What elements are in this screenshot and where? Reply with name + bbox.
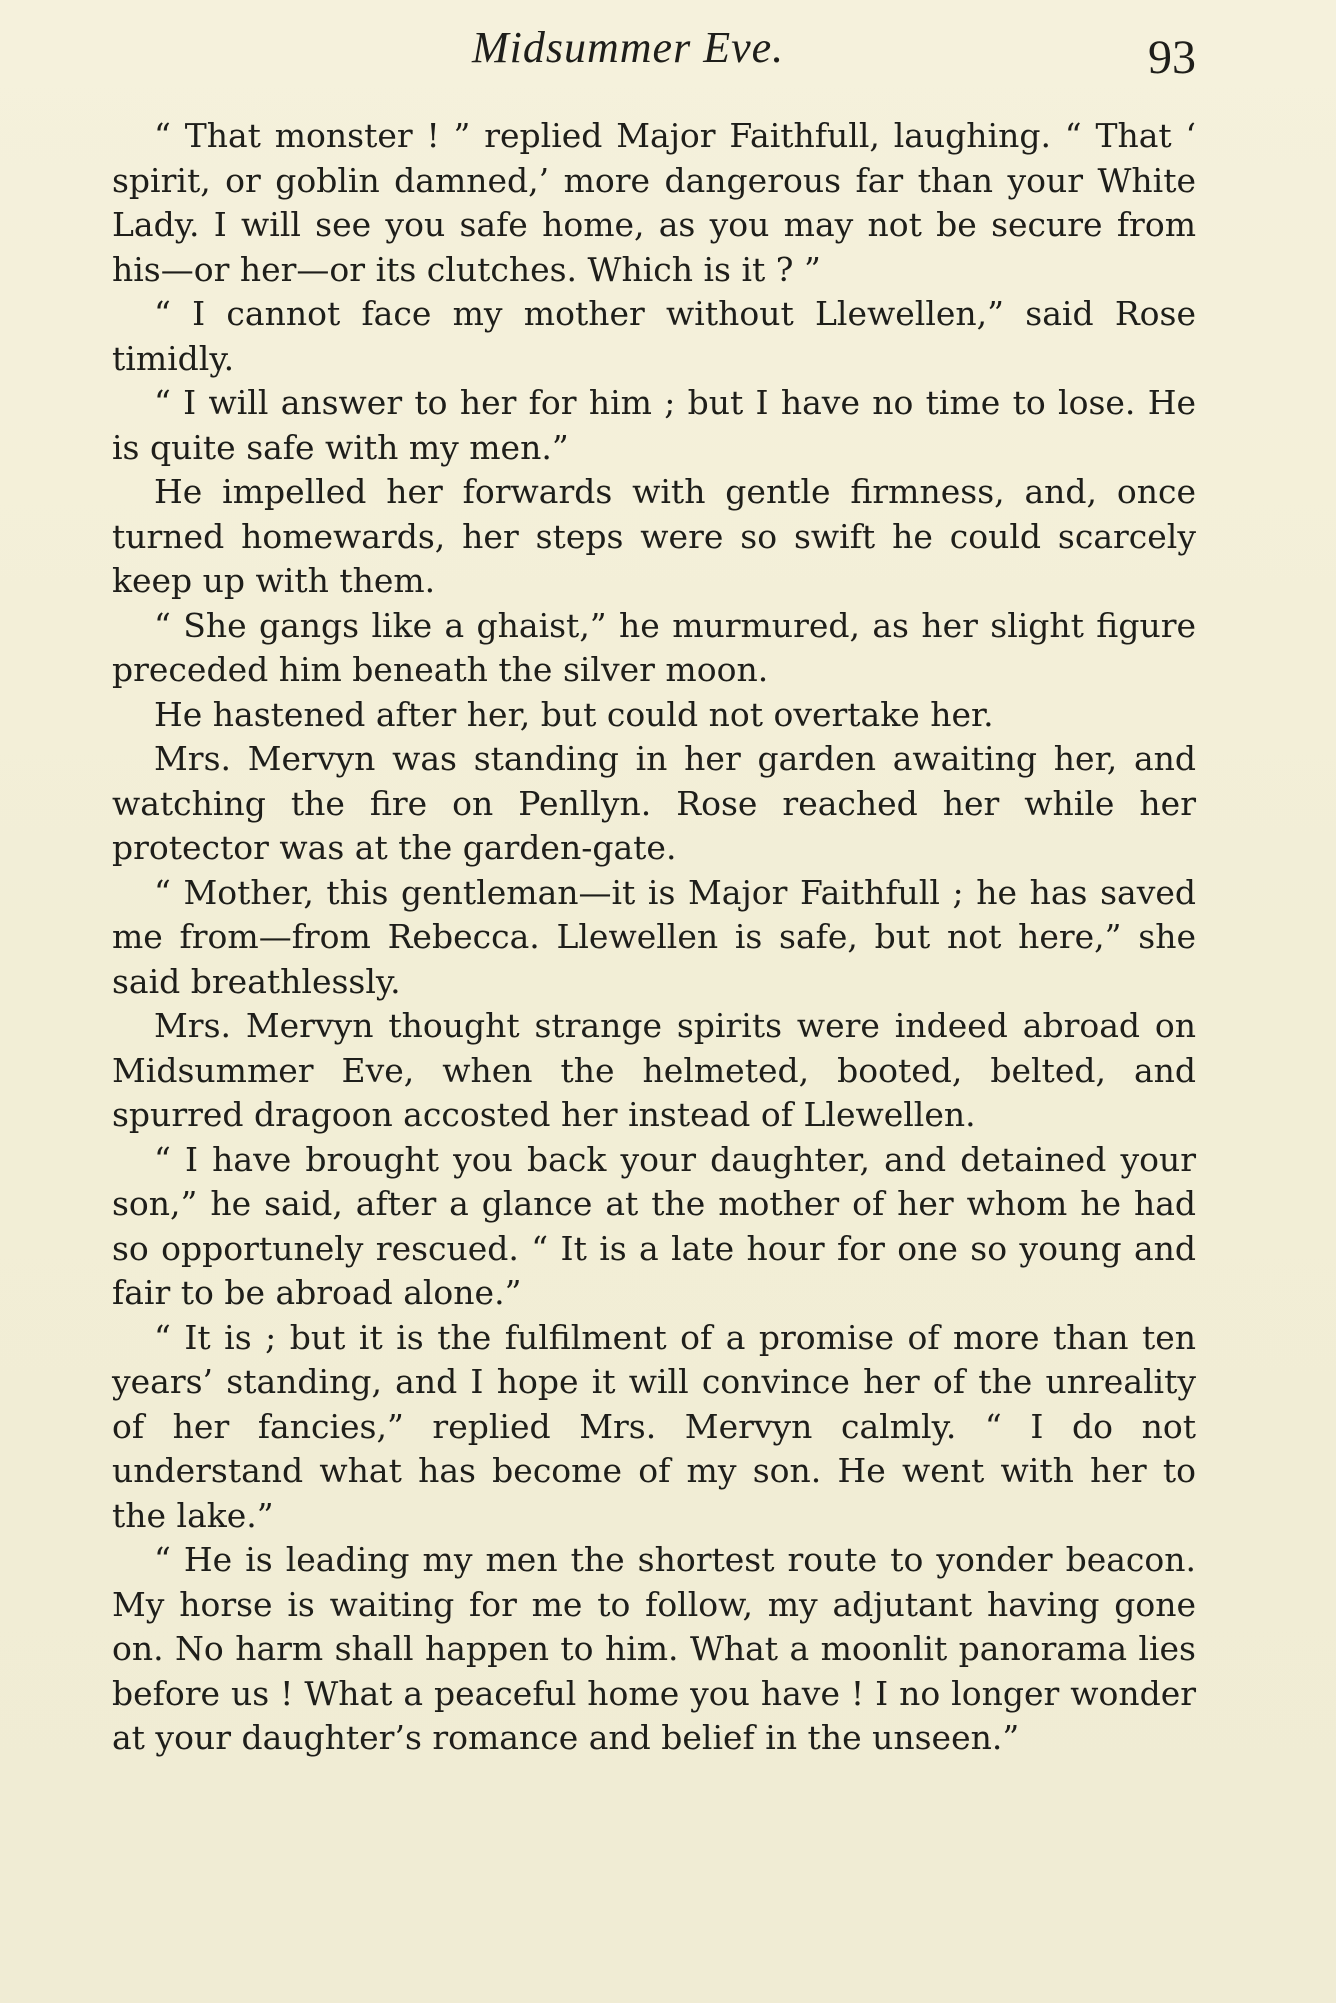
paragraph: “ I will answer to her for him ; but I have no time to lose. He is quite safe with my men.” xyxy=(112,383,1196,467)
paragraph: “ She gangs like a ghaist,” he murmured, as her slight figure preceded him beneath the silver moon. xyxy=(112,605,1196,689)
body-text xyxy=(112,114,1196,1761)
paragraph: Mrs. Mervyn was standing in her garden awaiting her, and watching the fire on Penllyn. Rose reached her while her protector was at the garden-gate. xyxy=(112,739,1196,867)
running-title: Midsummer Eve. xyxy=(472,23,785,72)
paragraph: “ I cannot face my mother without Llewellen,” said Rose timidly. xyxy=(112,294,1196,378)
page-header xyxy=(112,22,1196,92)
page-number: 93 xyxy=(1148,31,1196,84)
paragraph: “ It is ; but it is the fulfilment of a promise of more than ten years’ standing, and I hope it will convince her of the unreality of her fancies,” replied Mrs. Mervyn calmly. “ I do not understand what has become of my son. He went with her to the lake.” xyxy=(112,1317,1196,1535)
paragraph: “ I have brought you back your daughter, and detained your son,” he said, after a glance at the mother of her whom he had so opportunely rescued. “ It is a late hour for one so young and fair to be abroad alone.” xyxy=(112,1139,1196,1312)
paragraph: “ Mother, this gentleman—it is Major Faithfull ; he has saved me from—from Rebecca. Llewellen is safe, but not here,” she said breathlessly. xyxy=(112,872,1196,1001)
paragraph: He hastened after her, but could not overtake her. xyxy=(154,694,994,734)
paragraph: Mrs. Mervyn thought strange spirits were indeed abroad on Midsummer Eve, when the helmeted, booted, belted, and spurred dragoon accosted her instead of Llewellen. xyxy=(112,1006,1196,1134)
paragraph: He impelled her forwards with gentle firmness, and, once turned homewards, her steps were so swift he could scarcely keep up with them. xyxy=(112,472,1196,600)
paragraph: “ He is leading my men the shortest route to yonder beacon. My horse is waiting for me to follow, my adjutant having gone on. No harm shall happen to him. What a moonlit panorama lies before us ! What a peaceful home you have ! I no longer wonder at your daughter’s romance and belief in the unseen.” xyxy=(112,1540,1196,1757)
paragraph: “ That monster ! ” replied Major Faithfull, laughing. “ That ‘ spirit, or goblin damned,’ more dangerous far than your White Lady. I will see you safe home, as you may not be secure from his—or her—or its clutches. Which is it ? ” xyxy=(112,116,1196,289)
